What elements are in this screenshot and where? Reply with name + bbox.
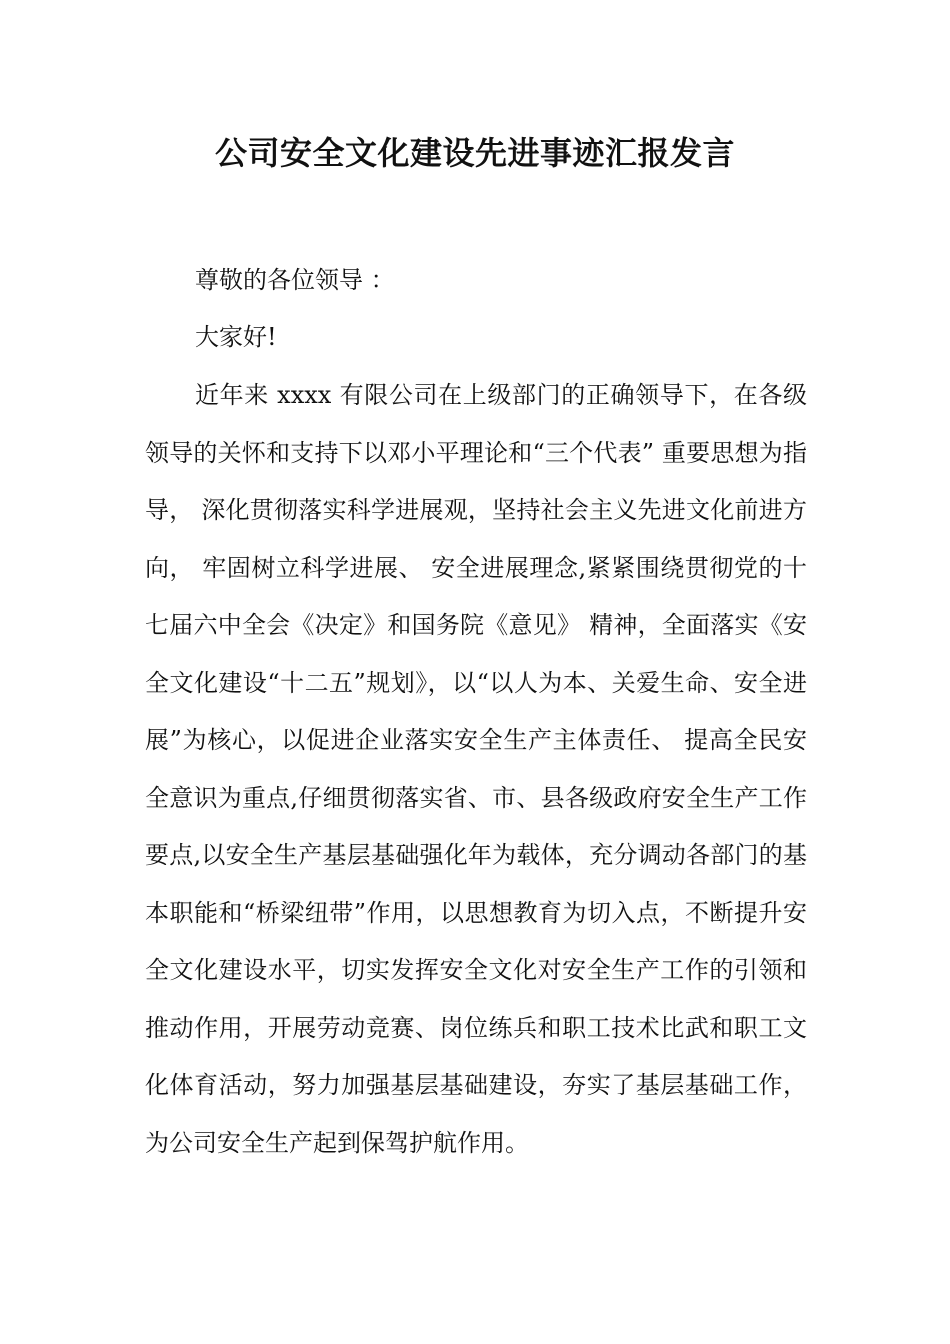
salutation: [145, 252, 807, 310]
greeting-text: 大家好!: [195, 323, 277, 351]
document-title: 公司安全文化建设先进事迹汇报发言: [214, 134, 735, 172]
greeting: [145, 309, 807, 367]
salutation-text: 尊敬的各位领导 ：: [195, 266, 395, 294]
body-paragraph: 近年来 xxxx 有限公司在上级部门的正确领导下，在各级领导的关怀和支持下以邓小平理论和“三个代表” 重要思想为指导， 深化贯彻落实科学进展观，坚持社会主义先进文化前进方向， 牢固树立科学进展、 安全进展理念,紧紧围绕贯彻党的十七届六中全会《决定》和国务院《意见》 精神，全面落实《安全文化建设“十二五”规划》，以“以人为本、关爱生命、安全进展”为核心，以促进企业落实安全生产主体责任、 提高全民安全意识为重点,仔细贯彻落实省、市、县各级政府安全生产工作要点,以安全生产基层基础强化年为载体，充分调动各部门的基本职能和“桥梁纽带”作用，以思想教育为切入点，不断提升安全文化建设水平，切实发挥安全文化对安全生产工作的引领和推动作用，开展劳动竞赛、岗位练兵和职工技术比武和职工文化体育活动，努力加强基层基础建设，夯实了基层基础工作，为公司安全生产起到保驾护航作用。: [145, 381, 807, 1157]
